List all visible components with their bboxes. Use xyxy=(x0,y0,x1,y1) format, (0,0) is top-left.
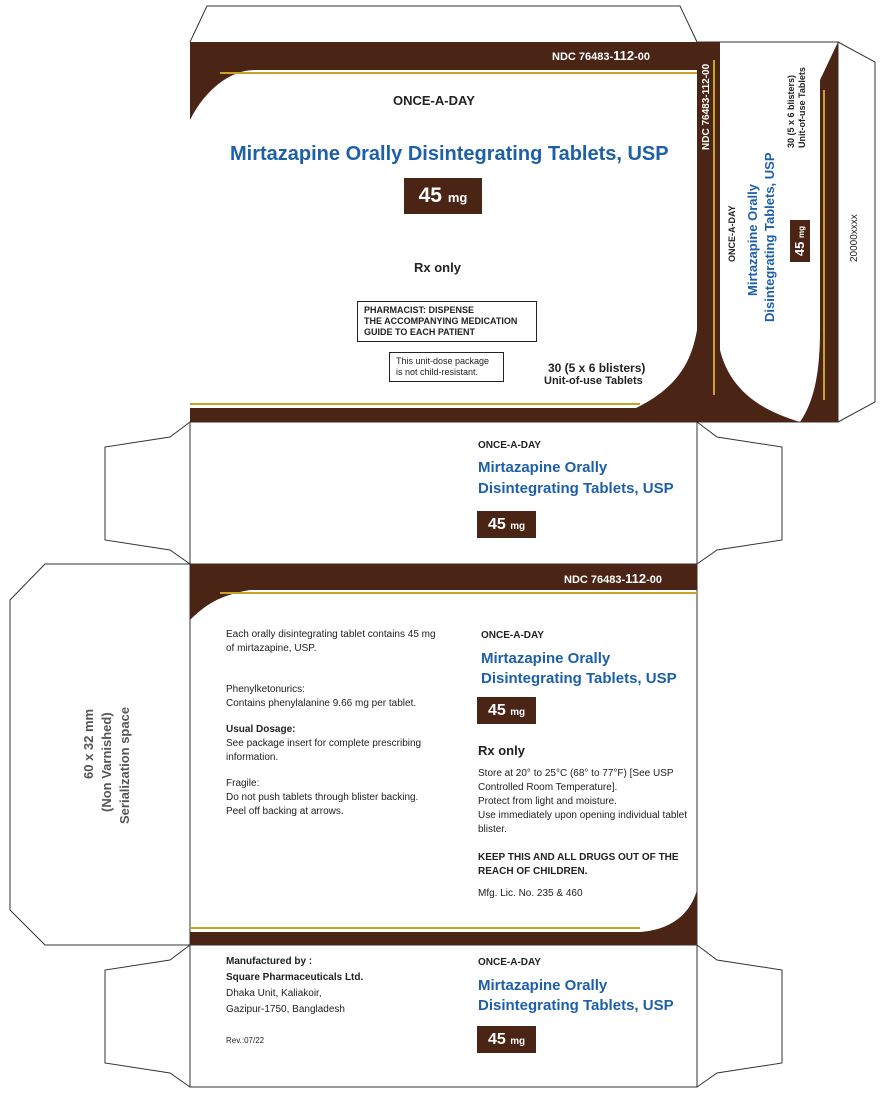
manufacturer-block xyxy=(226,955,446,1017)
pharmacist-notice-box xyxy=(357,301,537,342)
top-name-line1: Mirtazapine Orally xyxy=(478,459,608,476)
front-ndc xyxy=(552,48,650,63)
manufactured-by: Manufactured by : xyxy=(226,956,313,967)
bottom-dose-unit: mg xyxy=(510,1036,526,1047)
side-name-line1: Mirtazapine Orally xyxy=(745,184,760,296)
top-once-a-day: ONCE-A-DAY xyxy=(478,440,541,451)
back-ndc-suffix: -00 xyxy=(646,574,663,586)
fragile-line2: Peel off backing at arrows. xyxy=(226,806,344,817)
front-ndc-prefix: NDC 76483- xyxy=(552,51,614,63)
back-left-column xyxy=(226,628,466,819)
dosage-title: Usual Dosage: xyxy=(226,724,296,735)
back-storage-text xyxy=(478,767,688,901)
side-dose-badge xyxy=(790,220,810,262)
side-count-line2: Unit-of-use Tablets xyxy=(797,67,807,148)
side-name-line2: Disintegrating Tablets, USP xyxy=(762,152,777,322)
pku-text: Contains phenylalanine 9.66 mg per tablet. xyxy=(226,698,417,709)
address-line1: Dhaka Unit, Kaliakoir, xyxy=(226,988,322,999)
front-count-line2: Unit-of-use Tablets xyxy=(544,375,643,387)
top-dose-badge xyxy=(477,511,536,538)
keep-line1: KEEP THIS AND ALL DRUGS OUT OF THE xyxy=(478,852,679,863)
side-lot-code: 20000xxxx xyxy=(849,214,860,262)
front-dose-value: 45 xyxy=(418,184,442,207)
back-dose-badge xyxy=(477,697,536,724)
pharmacist-line2: THE ACCOMPANYING MEDICATION xyxy=(364,316,518,326)
side-dose-unit: mg xyxy=(797,225,806,238)
top-name-line2: Disintegrating Tablets, USP xyxy=(478,480,674,497)
front-count-line1: 30 (5 x 6 blisters) xyxy=(548,361,646,375)
fragile-line1: Do not push tablets through blister backing. xyxy=(226,792,419,803)
serialization-line2: (Non Varnished) xyxy=(99,712,114,812)
side-ndc: NDC 76483-112-00 xyxy=(701,63,712,150)
front-dose-unit: mg xyxy=(447,190,468,205)
store-line2: Controlled Room Temperature]. xyxy=(478,782,618,793)
side-dose-value: 45 xyxy=(792,241,807,257)
company-name: Square Pharmaceuticals Ltd. xyxy=(226,972,364,983)
keep-line2: REACH OF CHILDREN. xyxy=(478,866,588,877)
front-ndc-mid: 112 xyxy=(613,48,635,63)
child-line2: is not child-resistant. xyxy=(396,367,479,377)
back-ndc xyxy=(564,571,662,586)
store-line1: Store at 20° to 25°C (68° to 77°F) [See USP xyxy=(478,768,674,779)
top-dose-unit: mg xyxy=(510,521,526,532)
fragile-title: Fragile: xyxy=(226,778,260,789)
bottom-name-line1: Mirtazapine Orally xyxy=(478,977,608,994)
pharmacist-line3: GUIDE TO EACH PATIENT xyxy=(364,327,476,337)
revision-code: Rev.:07/22 xyxy=(226,1036,265,1045)
child-resistant-box xyxy=(389,352,504,382)
dosage-line1: See package insert for complete prescribing xyxy=(226,738,422,749)
bottom-once-a-day: ONCE-A-DAY xyxy=(478,957,541,968)
back-ndc-mid: 112 xyxy=(625,571,647,586)
front-rx-only: Rx only xyxy=(414,260,461,275)
bottom-name-line2: Disintegrating Tablets, USP xyxy=(478,997,674,1014)
side-count-line1: 30 (5 x 6 blisters) xyxy=(786,74,796,148)
back-ndc-prefix: NDC 76483- xyxy=(564,574,626,586)
store-line3: Protect from light and moisture. xyxy=(478,796,617,807)
back-name-line1: Mirtazapine Orally xyxy=(481,650,611,667)
store-line4: Use immediately upon opening individual tablet xyxy=(478,810,688,821)
serialization-line3: 60 x 32 mm xyxy=(81,708,96,779)
dosage-line2: information. xyxy=(226,752,279,763)
back-rx-only: Rx only xyxy=(478,743,525,758)
front-dose-badge xyxy=(404,178,482,214)
serialization-line1: Serialization space xyxy=(117,706,132,824)
back-once-a-day: ONCE-A-DAY xyxy=(481,630,544,641)
back-name-line2: Disintegrating Tablets, USP xyxy=(481,670,677,687)
front-product-name: Mirtazapine Orally Disintegrating Tablets, USP xyxy=(230,143,669,165)
each-line1: Each orally disintegrating tablet contains 45 mg xyxy=(226,629,436,640)
front-ndc-suffix: -00 xyxy=(634,51,651,63)
bottom-dose-value: 45 xyxy=(487,1031,506,1048)
back-dose-unit: mg xyxy=(510,707,526,718)
mfg-lic: Mfg. Lic. No. 235 & 460 xyxy=(478,888,583,899)
pharmacist-line1: PHARMACIST: DISPENSE xyxy=(364,305,475,315)
pku-title: Phenylketonurics: xyxy=(226,684,305,695)
front-once-a-day: ONCE-A-DAY xyxy=(393,93,475,108)
child-line1: This unit-dose package xyxy=(396,356,490,366)
back-dose-value: 45 xyxy=(487,702,506,719)
each-line2: of mirtazapine, USP. xyxy=(226,643,317,654)
store-line5: blister. xyxy=(478,824,507,835)
side-once-a-day: ONCE-A-DAY xyxy=(727,205,737,262)
bottom-dose-badge xyxy=(477,1026,536,1053)
top-dose-value: 45 xyxy=(487,516,506,533)
address-line2: Gazipur-1750, Bangladesh xyxy=(226,1004,345,1015)
